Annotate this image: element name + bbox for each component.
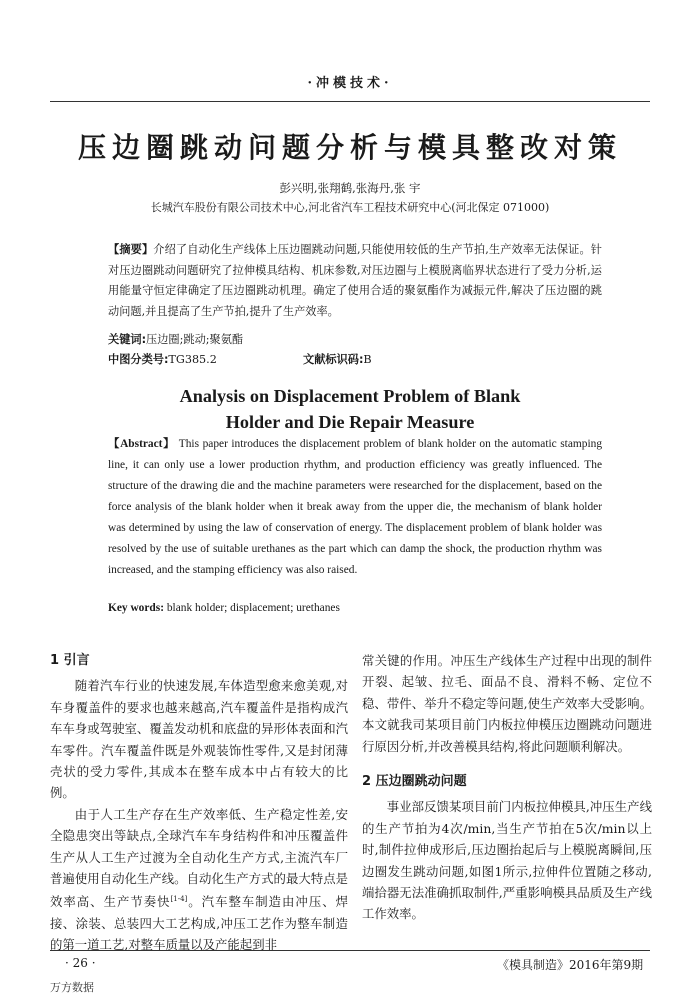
watermark: 万方数据 — [50, 981, 94, 994]
left-column — [50, 650, 348, 956]
english-title — [0, 383, 700, 435]
abstract-en — [108, 434, 602, 581]
paragraph-2-text-a: 由于人工生产存在生产效率低、生产稳定性差,安全隐患突出等缺点,全球汽车车身结构件和冲压覆盖件生产从人工生产过渡为全自动化生产方式,主流汽车厂普遍使用自动化生产线。自动化生产方式的最大特点是效率高、生产节奏快 — [50, 806, 348, 910]
authors: 彭兴明,张翔鹤,张海丹,张 宇 — [279, 181, 421, 195]
page-title: 压边圈跳动问题分析与模具整改对策 — [77, 131, 622, 164]
journal-info: 《模具制造》2016年第9期 — [497, 958, 644, 972]
citation-ref: [1-4] — [170, 895, 188, 904]
keywords-en-label: Key words: — [108, 602, 164, 614]
section-1-paragraph-3: 常关键的作用。冲压生产线体生产过程中出现的制件开裂、起皱、拉毛、面品不良、滑料不畅、定位不稳、带件、举升不稳定等问题,使生产效率大受影响。本文就我司某项目前门内板拉伸模压边圈跳动问题进行原因分析,并改善模具结构,将此问题顺利解决。 — [362, 653, 652, 754]
paragraph-2-text-b: 。汽车整车制造由冲压、焊接、涂装、总装四大工艺构成,冲压工艺作为整车制造的第一道工艺,对整车质量以及产能起到非 — [50, 894, 349, 953]
abstract-zh — [108, 240, 602, 322]
abstract-en-text: This paper introduces the displacement problem of blank holder on the automatic stamping line, it can only use a lower production rhythm, and production efficiency was greatly influenced. The structure of the drawing die and the machine parameters were researched for the displacement, based on the force analysis of the blank holder when it break away from the upper die, the mechanism of blank holder was determined by using the law of conservation of energy. The displacement problem of blank holder was resolved by the use of suitable urethanes as the part which can damp the shock, the production rhythm was increased, and the stamping efficiency was also raised. — [108, 438, 603, 576]
header-divider — [50, 101, 650, 102]
english-title-line2: Holder and Die Repair Measure — [225, 412, 475, 432]
english-title-line1: Analysis on Displacement Problem of Blank — [179, 386, 521, 406]
abstract-en-label: 【Abstract】 — [108, 438, 176, 450]
right-column — [362, 650, 652, 925]
keywords-en — [108, 602, 340, 614]
keywords-zh — [108, 331, 243, 347]
keywords-zh-label: 关键词: — [108, 333, 147, 346]
column-tag: ·冲模技术· — [307, 76, 393, 91]
clc-number — [108, 351, 217, 367]
doc-id-value: B — [363, 353, 372, 366]
clc-label: 中图分类号: — [108, 353, 169, 366]
abstract-zh-text: 介绍了自动化生产线体上压边圈跳动问题,只能使用较低的生产节拍,生产效率无法保证。针对压边圈跳动问题研究了拉伸模具结构、机床参数,对压边圈与上模脱离临界状态进行了受力分析,运用能量守恒定律确定了压边圈跳动机理。确定了使用合适的聚氨酯作为减振元件,解决了压边圈的跳动问题,并且提高了生产节拍,提升了生产效率。 — [108, 243, 602, 318]
affiliation: 长城汽车股份有限公司技术中心,河北省汽车工程技术研究中心(河北保定 071000) — [150, 201, 550, 214]
keywords-en-text: blank holder; displacement; urethanes — [166, 602, 340, 614]
document-code — [303, 351, 372, 367]
page-number: · 26 · — [65, 956, 96, 970]
section-1-heading: 1 引言 — [50, 653, 90, 668]
section-1-paragraph-1: 随着汽车行业的快速发展,车体造型愈来愈美观,对车身覆盖件的要求也越来越高,汽车覆盖件是指构成汽车车身或驾驶室、覆盖发动机和底盘的异形体表面和汽车零件。汽车覆盖件既是外观装饰性零件,又是封闭薄壳状的受力零件,其成本在整车成本中占有较大的比例。 — [50, 678, 348, 801]
clc-value: TG385.2 — [168, 353, 217, 366]
section-2-paragraph-1: 事业部反馈某项目前门内板拉伸模具,冲压生产线的生产节拍为4次/min,当生产节拍在5次/min以上时,制件拉伸成形后,压边圈抬起后与上模脱离瞬间,压边圈发生跳动问题,如图1所示,拉伸件位置随之移动,端拾器无法准确抓取制件,严重影响模具品质及生产线工作效率。 — [362, 799, 652, 922]
section-1-paragraph-2 — [50, 804, 348, 956]
keywords-zh-text: 压边圈;跳动;聚氨酯 — [146, 333, 244, 346]
abstract-zh-label: 【摘要】 — [108, 243, 154, 256]
footer-divider — [50, 950, 650, 951]
section-2-heading: 2 压边圈跳动问题 — [362, 774, 467, 790]
doc-id-label: 文献标识码: — [303, 353, 364, 366]
